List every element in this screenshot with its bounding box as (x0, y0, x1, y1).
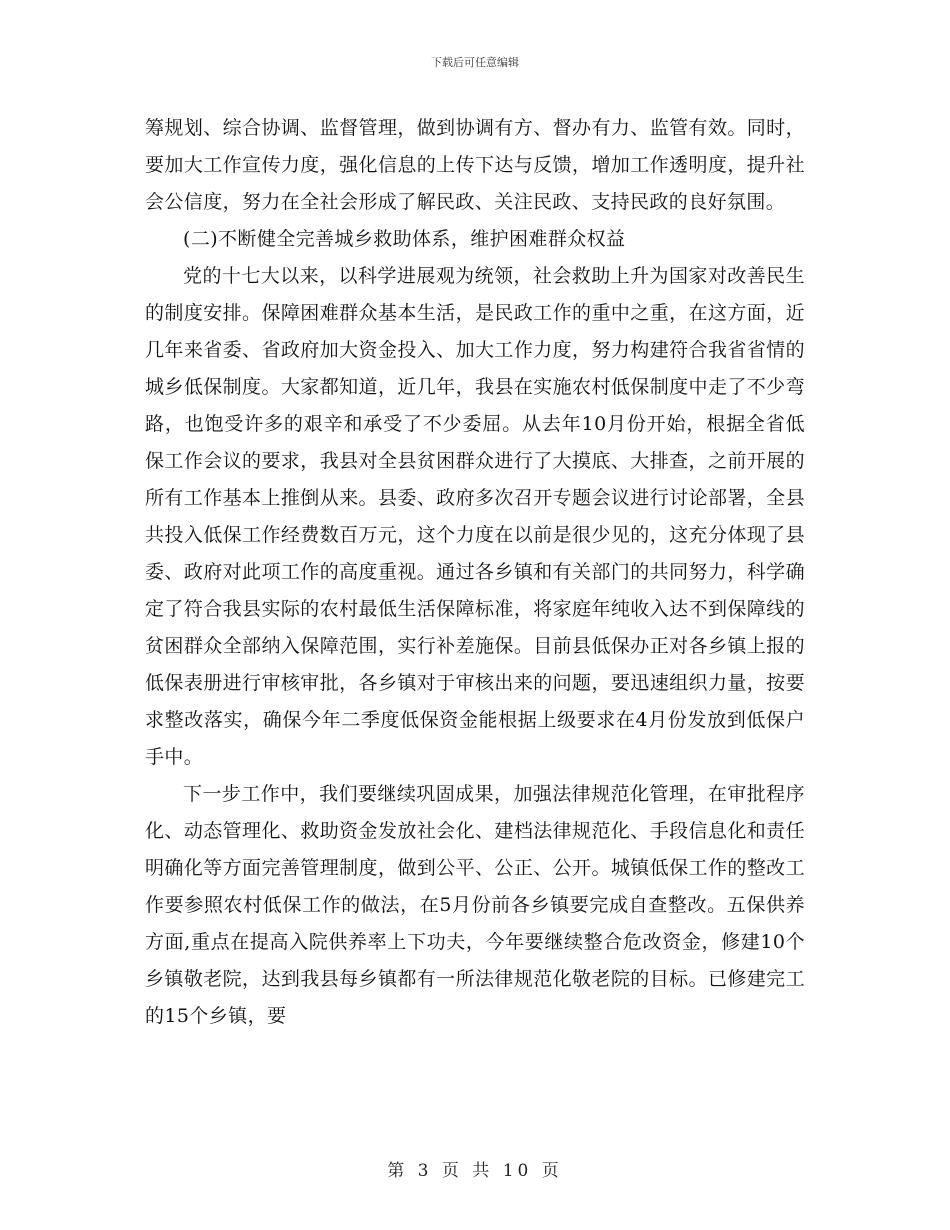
paragraph-next-steps: 下一步工作中，我们要继续巩固成果，加强法律规范化管理，在审批程序化、动态管理化、救助资金发放社会化、建档法律规范化、手段信息化和责任明确化等方面完善管理制度，做到公平、公正、公开。城镇低保工作的整改工作要参照农村低保工作的做法，在5月份前各乡镇要完成自查整改。五保供养方面,重点在提高入院供养率上下功夫，今年要继续整合危改资金，修建10个乡镇敬老院，达到我县每乡镇都有一所法律规范化敬老院的目标。已修建完工的15个乡镇，要 (145, 783, 805, 1027)
paragraph-assistance-system: 党的十七大以来，以科学进展观为统领，社会救助上升为国家对改善民生的制度安排。保障困难群众基本生活，是民政工作的重中之重，在这方面，近几年来省委、省政府加大资金投入、加大工作力度，努力构建符合我省省情的城乡低保制度。大家都知道，近几年，我县在实施农村低保制度中走了不少弯路，也饱受许多的艰辛和承受了不少委屈。从去年10月份开始，根据全省低保工作会议的要求，我县对全县贫困群众进行了大摸底、大排查，之前开展的所有工作基本上推倒从来。县委、政府多次召开专题会议进行讨论部署，全县共投入低保工作经费数百万元，这个力度在以前是很少见的，这充分体现了县委、政府对此项工作的高度重视。通过各乡镇和有关部门的共同努力，科学确定了符合我县实际的农村最低生活保障标准，将家庭年纯收入达不到保障线的贫困群众全部纳入保障范围，实行补差施保。目前县低保办正对各乡镇上报的低保表册进行审核审批，各乡镇对于审核出来的问题，要迅速组织力量，按要求整改落实，确保今年二季度低保资金能根据上级要求在4月份发放到低保户手中。 (145, 265, 805, 768)
paragraph-continuation: 筹规划、综合协调、监督管理，做到协调有方、督办有力、监管有效。同时，要加大工作宣传力度，强化信息的上传下达与反馈，增加工作透明度，提升社会公信度，努力在全社会形成了解民政、关注民政、支持民政的良好氛围。 (145, 117, 805, 213)
page-header-note: 下载后可任意编辑 (431, 56, 519, 69)
section-heading: (二)不断健全完善城乡救助体系，维护困难群众权益 (183, 228, 626, 250)
document-body (145, 110, 805, 1035)
page-number: 第 3 页 共 10 页 (387, 1161, 563, 1181)
